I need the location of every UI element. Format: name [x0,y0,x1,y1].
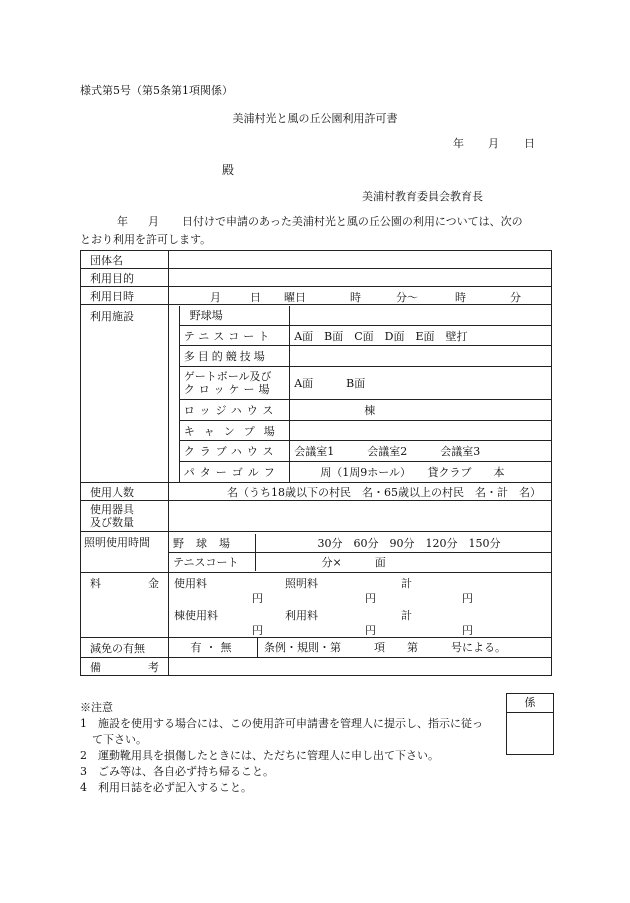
lighting-baseball-options[interactable]: 30分 60分 90分 120分 150分 [255,534,551,553]
lighting-baseball: 野球場 [169,534,255,553]
intro-month: 月 [148,215,159,228]
date-month-label: 月 [488,137,499,150]
label-lighting: 照明使用時間 [81,532,169,573]
fee-field[interactable] [169,573,552,638]
issuer: 美浦村教育委員会教育長 [362,190,483,203]
facility-tennis[interactable]: テニスコート [180,325,290,346]
lighting-tennis-options[interactable]: 分× 面 [255,552,551,571]
intro-year: 年 [117,215,128,228]
label-purpose: 利用目的 [90,271,134,285]
datetime-field[interactable] [169,287,552,305]
facility-putter-golf-detail[interactable]: 周（1周9ホール） 貸クラブ 本 [290,461,551,481]
purpose-field[interactable] [169,269,552,287]
facility-clubhouse-detail[interactable]: 会議室1 会議室2 会議室3 [290,441,551,462]
facility-lodge[interactable]: ロッジハウス [180,400,290,421]
lighting-tennis: テニスコート [169,552,255,571]
note-1: 1 施設を使用する場合には、この使用許可申請書を管理人に提示し、指示に従っ [80,717,483,730]
facility-camp-detail[interactable] [290,420,551,441]
intro-text-1: 日付けで申請のあった美浦村光と風の丘公園の利用については、次の [182,215,523,228]
dt-min-end: 分 [510,291,521,304]
fee-usage2-yen: 円 [365,624,376,637]
staff-box [506,693,554,755]
facility-clubhouse[interactable]: クラブハウス [180,441,290,462]
group-name-field[interactable] [169,251,552,269]
label-users: 使用人数 [90,485,134,499]
fee-total2-yen: 円 [462,624,473,637]
staff-stamp-area[interactable] [507,713,553,753]
facility-multipurpose[interactable]: 多目的競技場 [180,346,290,367]
label-group-name: 団体名 [90,253,123,267]
facility-putter-golf[interactable]: パターゴルフ [180,461,290,481]
note-2: 2 運動靴用具を損傷したときには、ただちに管理人に申し出て下さい。 [80,749,439,762]
date-day-label: 日 [524,137,535,150]
staff-label: 係 [507,694,553,713]
dt-day: 日 [250,291,261,304]
fee-usage-label: 使用料 [174,577,207,590]
remarks-field[interactable] [169,658,552,676]
note-4: 4 利用日誌を必ず記入すること。 [80,781,252,794]
note-3: 3 ごみ等は、各自必ず持ち帰ること。 [80,765,274,778]
label-facility: 利用施設 [90,310,134,323]
label-datetime: 利用日時 [90,289,134,303]
fee-total-yen: 円 [462,592,473,605]
intro-text-2: とおり利用を許可します。 [80,233,212,246]
exemption-rule[interactable]: 条例・規則・第 項 第 号による。 [264,641,506,654]
facility-lodge-detail[interactable]: 棟 [290,400,551,421]
fee-lodge-label: 棟使用料 [174,609,218,622]
label-exemption: 減免の有無 [90,641,145,655]
facility-gateball[interactable]: ゲートボール及び クロッケー場 [180,366,290,399]
note-1-cont: て下さい。 [92,733,147,746]
facility-table [180,306,551,482]
fee-total-label: 計 [401,577,412,590]
dt-min-start: 分～ [396,291,418,304]
dt-hour-start: 時 [350,291,361,304]
dt-hour-end: 時 [455,291,466,304]
fee-lodge-yen: 円 [252,624,263,637]
dt-dow: 曜日 [284,291,306,304]
lighting-table [169,534,551,571]
facility-gateball-detail[interactable]: A面 B面 [290,366,551,399]
fee-lighting-yen: 円 [365,592,376,605]
facility-camp[interactable]: キャンプ場 [180,420,290,441]
notes-section [80,700,510,796]
date-year-label: 年 [453,137,464,150]
label-fee: 料 金 [81,573,169,638]
page-title: 美浦村光と風の丘公園利用許可書 [232,112,398,125]
facility-baseball[interactable]: 野球場 [180,306,290,326]
users-field[interactable]: 名（うち18歳以下の村民 名・65歳以上の村民 名・計 名） [169,483,552,501]
fee-lighting-label: 照明料 [285,577,318,590]
facility-tennis-detail[interactable]: A面 B面 C面 D面 E面 壁打 [290,325,551,346]
facility-multipurpose-detail[interactable] [290,346,551,367]
facility-baseball-detail[interactable] [290,306,551,326]
permit-form-table [80,250,552,676]
exemption-choice[interactable]: 有・無 [169,638,258,657]
equipment-field[interactable] [169,501,552,532]
fee-total2-label: 計 [401,609,412,622]
fee-usage2-label: 利用料 [285,609,318,622]
notes-heading: ※注意 [80,701,113,714]
label-equipment: 使用器具 及び数量 [81,501,169,532]
fee-usage-yen: 円 [252,592,263,605]
dt-month: 月 [210,291,221,304]
row-group-name [81,251,552,269]
addressee: 殿 [222,163,235,177]
label-remarks: 備 考 [81,658,169,676]
form-number: 様式第5号（第5条第1項関係） [80,84,233,97]
